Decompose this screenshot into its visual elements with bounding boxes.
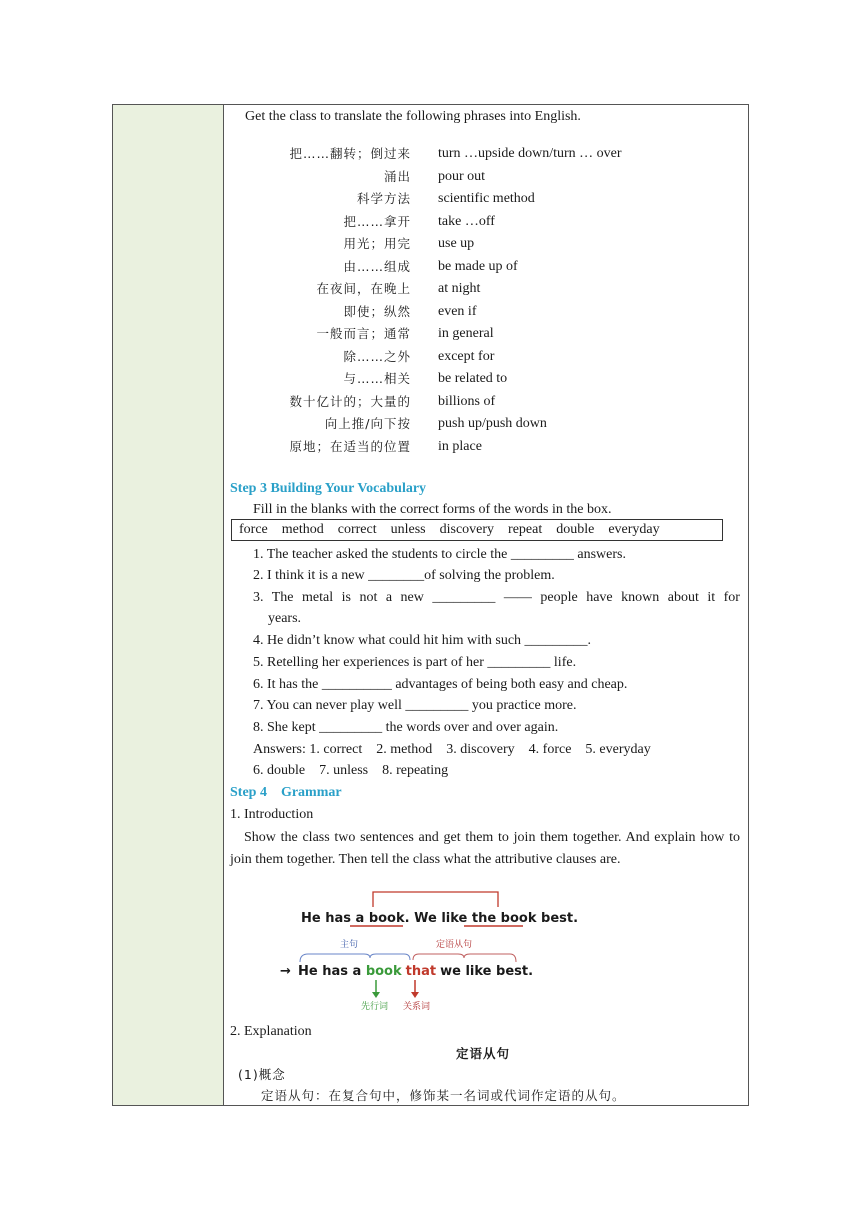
phrase-chinese: 除……之外: [343, 348, 411, 364]
phrase-english: in general: [438, 326, 494, 341]
phrase-chinese: 把……翻转；倒过来: [289, 146, 411, 161]
phrase-chinese: 向上推/向下按: [324, 416, 411, 431]
question-2: 2. I think it is a new ________of solving the problem.: [253, 568, 555, 583]
phrase-chinese: 原地；在适当的位置: [289, 438, 411, 454]
phrase-chinese: 把……拿开: [343, 213, 411, 229]
label-main-clause: 主句: [340, 940, 359, 950]
sentence-2: → He has a book that we like best.: [280, 964, 534, 979]
linking-bracket: [373, 892, 498, 907]
explanation-heading: 2. Explanation: [230, 1024, 312, 1039]
phrase-english: push up/push down: [438, 416, 547, 431]
phrase-english: except for: [438, 348, 495, 364]
phrase-english: at night: [438, 281, 481, 296]
arrowhead-antecedent: [372, 992, 380, 998]
label-relative: 关系词: [403, 1002, 431, 1012]
word-box-text: force method correct unless discovery repeat double everyday: [239, 522, 660, 537]
introduction-heading: 1. Introduction: [230, 807, 314, 822]
table-left-column: [112, 104, 224, 1106]
arrowhead-relative: [411, 992, 419, 998]
brace-main-clause: [300, 954, 410, 962]
question-1: 1. The teacher asked the students to circle the _________ answers.: [253, 547, 626, 562]
answers-line-1: Answers: 1. correct 2. method 3. discovery 4. force 5. everyday: [253, 742, 651, 757]
phrase-english: billions of: [438, 393, 496, 409]
question-3: 3. The metal is not a new _________ —— people have known about it for: [253, 590, 740, 605]
phrase-chinese: 一般而言；通常: [316, 326, 411, 341]
concept-text: 定语从句：在复合句中，修饰某一名词或代词作定语的从句。: [261, 1088, 626, 1103]
step3-title: Step 3 Building Your Vocabulary: [230, 481, 427, 496]
phrase-english: be made up of: [438, 258, 518, 274]
phrase-english: use up: [438, 236, 475, 251]
phrase-chinese: 涌出: [383, 168, 411, 184]
label-antecedent: 先行词: [361, 1002, 389, 1012]
answers-line-2: 6. double 7. unless 8. repeating: [253, 763, 449, 778]
attributive-clause-diagram: [278, 885, 578, 1017]
introduction-text: Show the class two sentences and get them to join them together. And explain how to join them together. Then tell the class what the attributive clauses are.: [230, 830, 740, 867]
phrase-chinese: 由……组成: [343, 258, 411, 274]
phrase-english: scientific method: [438, 191, 535, 206]
step3-instruction: Fill in the blanks with the correct forms of the words in the box.: [253, 502, 612, 517]
question-7: 7. You can never play well _________ you practice more.: [253, 698, 577, 713]
phrase-english: turn …upside down/turn … over: [438, 146, 622, 161]
phrase-english: even if: [438, 303, 477, 319]
phrase-english: take …off: [438, 213, 495, 229]
brace-attributive-clause: [413, 954, 516, 962]
sentence-1: He has a book. We like the book best.: [301, 911, 578, 926]
question-6: 6. It has the __________ advantages of being both easy and cheap.: [253, 677, 628, 692]
phrase-chinese: 即使；纵然: [343, 303, 411, 319]
step4-title: Step 4 Grammar: [230, 785, 342, 800]
label-attributive-clause: 定语从句: [436, 940, 473, 950]
phrase-chinese: 用光；用完: [343, 236, 411, 251]
center-title: 定语从句: [456, 1046, 511, 1061]
intro-text: Get the class to translate the following phrases into English.: [245, 109, 581, 124]
word-box: [231, 519, 723, 541]
phrase-chinese: 在夜间，在晚上: [316, 281, 411, 296]
phrase-chinese: 与……相关: [343, 371, 411, 386]
question-8: 8. She kept _________ the words over and over again.: [253, 720, 559, 735]
phrase-english: be related to: [438, 371, 508, 386]
phrase-chinese: 数十亿计的；大量的: [289, 393, 411, 409]
phrase-english: in place: [438, 438, 482, 454]
question-5: 5. Retelling her experiences is part of her _________ life.: [253, 655, 577, 670]
phrase-chinese: 科学方法: [356, 191, 411, 206]
question-4: 4. He didn’t know what could hit him with such _________.: [253, 633, 592, 648]
concept-heading: (1)概念: [238, 1067, 286, 1082]
phrase-english: pour out: [438, 168, 486, 184]
question-3-cont: years.: [268, 611, 302, 626]
